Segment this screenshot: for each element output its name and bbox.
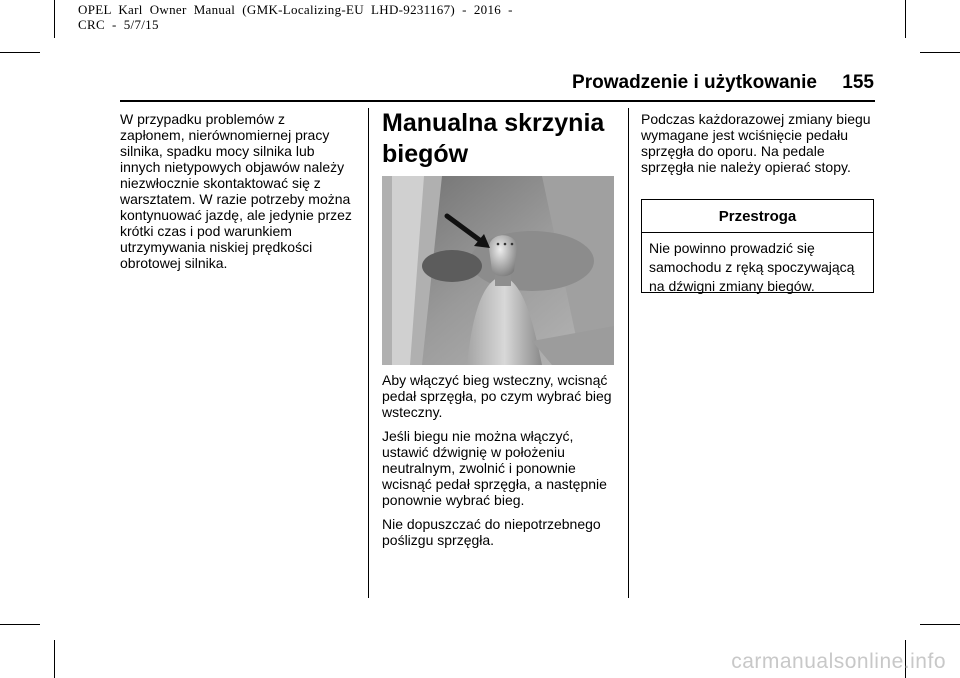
section-title: Prowadzenie i użytkowanie [572,72,817,93]
page-number: 155 [842,72,874,93]
print-meta [78,2,513,32]
column-3 [641,111,875,183]
body-paragraph: Nie dopuszczać do niepotrzebnego poślizgu sprzęgła. [382,516,601,548]
crop-mark [0,624,40,625]
body-paragraph: Podczas każdorazowej zmiany biegu wymagane jest wciśnięcie pedału sprzęgła do oporu. Na pedale sprzęgła nie należy opierać stopy. [641,111,871,175]
crop-mark [0,52,40,53]
body-paragraph: Aby włączyć bieg wsteczny, wcisnąć pedał sprzęgła, po czym wybrać bieg wsteczny. [382,372,612,420]
body-paragraph: W przypadku problemów z zapłonem, nierównomiernej pracy silnika, spadku mocy silnika lub innych nietypowych objawów należy niezwłocznie skontaktować się z warsztatem. W razie potrzeby można kontynuować jazdę, ale jedynie przez krótki czas i pod warunkiem utrzymywania niskiej prędkości obrotowej silnika. [120,111,352,271]
section-heading: Manualna skrzynia biegów [382,109,605,168]
gear-shifter-photo [382,176,614,365]
column-divider [368,108,369,598]
column-2 [382,372,618,556]
body-paragraph: Jeśli biegu nie można włączyć, ustawić dźwignię w położeniu neutralnym, zwolnić i ponownie wcisnąć pedał sprzęgła, a następnie ponownie wybrać bieg. [382,428,607,508]
crop-mark [54,0,55,38]
crop-mark [920,52,960,53]
caution-box [641,199,874,293]
crop-mark [905,0,906,38]
print-meta-line: OPEL Karl Owner Manual (GMK-Localizing-EU LHD-9231167) - 2016 - [78,2,513,17]
print-meta-line: CRC - 5/7/15 [78,17,159,32]
caution-divider [642,232,873,233]
crop-mark [54,640,55,678]
watermark: carmanualsonline.info [731,650,946,673]
caution-text: Nie powinno prowadzić się samochodu z ręką spoczywającą na dźwigni zmiany biegów. [649,240,855,294]
caution-title: Przestroga [718,208,797,225]
column-divider [628,108,629,598]
column-1 [120,111,352,279]
header-rule [120,100,875,102]
crop-mark [920,624,960,625]
